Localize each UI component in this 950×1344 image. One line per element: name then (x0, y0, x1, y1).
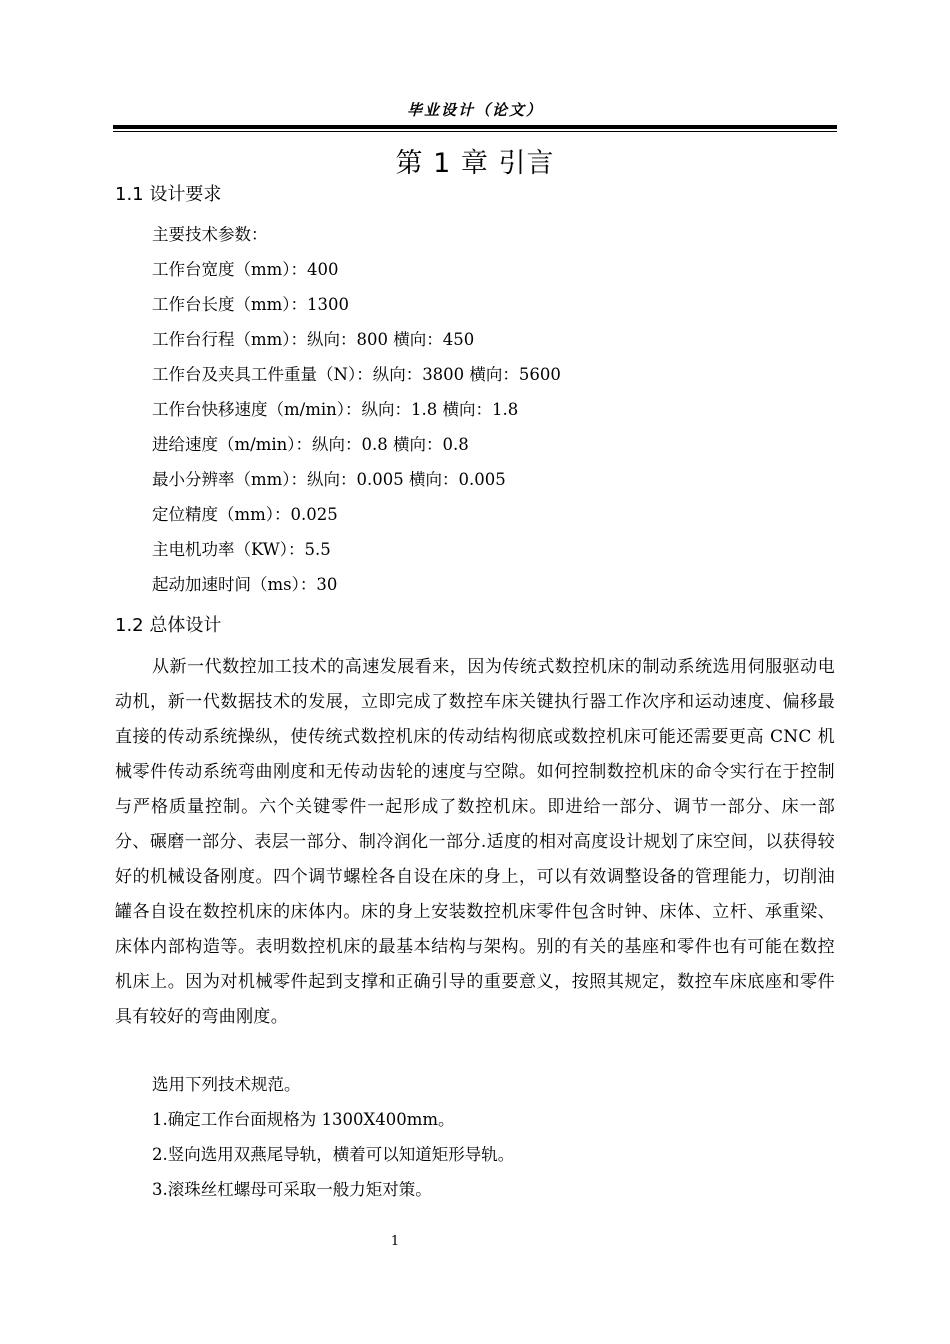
parameter-item: 主电机功率（KW）：5.5 (152, 540, 331, 559)
norms-intro: 选用下列技术规范。 (152, 1075, 301, 1094)
parameter-item: 工作台及夹具工件重量（N）：纵向：3800 横向：5600 (152, 365, 561, 384)
chapter-title: 第 1 章 引言 (395, 148, 555, 179)
parameter-item: 工作台行程（mm）：纵向：800 横向：450 (152, 330, 475, 349)
parameter-item: 工作台宽度（mm）：400 (152, 260, 339, 279)
parameter-list (152, 222, 561, 607)
norms-list (152, 1072, 514, 1212)
parameter-item: 工作台快移速度（m/min）：纵向：1.8 横向：1.8 (152, 400, 519, 419)
header-rule-thin (113, 131, 837, 132)
parameter-item: 起动加速时间（ms）：30 (152, 575, 338, 594)
parameter-intro: 主要技术参数： (152, 225, 268, 244)
parameter-item: 定位精度（mm）：0.025 (152, 505, 338, 524)
section-heading-1-2: 1.2 总体设计 (115, 615, 222, 636)
section-heading-1-1: 1.1 设计要求 (115, 184, 222, 205)
parameter-item: 工作台长度（mm）：1300 (152, 295, 350, 314)
norm-item: 2.竖向选用双燕尾导轨，横着可以知道矩形导轨。 (152, 1145, 515, 1164)
page-number: 1 (390, 1234, 400, 1249)
norm-item: 1.确定工作台面规格为 1300X400mm。 (152, 1110, 455, 1129)
header-rule-thick (113, 125, 837, 129)
running-header: 毕业设计（论文） (406, 101, 543, 119)
parameter-item: 最小分辨率（mm）：纵向：0.005 横向：0.005 (152, 470, 506, 489)
body-paragraph: 从新一代数控加工技术的高速发展看来，因为传统式数控机床的制动系统选用伺服驱动电动机，新一代数据技术的发展，立即完成了数控车床关键执行器工作次序和运动速度、偏移最直接的传动系统操纵，使传统式数控机床的传动结构彻底或数控机床可能还需要更高 CNC 机械零件传动系统弯曲刚度和无传动齿轮的速度与空隙。如何控制数控机床的命令实行在于控制与严格质量控制。六个关键零件一起形成了数控机床。即进给一部分、调节一部分、床一部分、碾磨一部分、表层一部分、制冷润化一部分.适度的相对高度设计规划了床空间，以获得较好的机械设备刚度。四个调节螺栓各自设在床的身上，可以有效调整设备的管理能力，切削油罐各自设在数控机床的床体内。床的身上安装数控机床零件包含时钟、床体、立杆、承重梁、床体内部构造等。表明数控机床的最基本结构与架构。别的有关的基座和零件也有可能在数控机床上。因为对机械零件起到支撑和正确引导的重要意义，按照其规定，数控车床底座和零件具有较好的弯曲刚度。 (115, 657, 835, 1027)
norm-item: 3.滚珠丝杠螺母可采取一般力矩对策。 (152, 1180, 432, 1199)
parameter-item: 进给速度（m/min）：纵向：0.8 横向：0.8 (152, 435, 469, 454)
